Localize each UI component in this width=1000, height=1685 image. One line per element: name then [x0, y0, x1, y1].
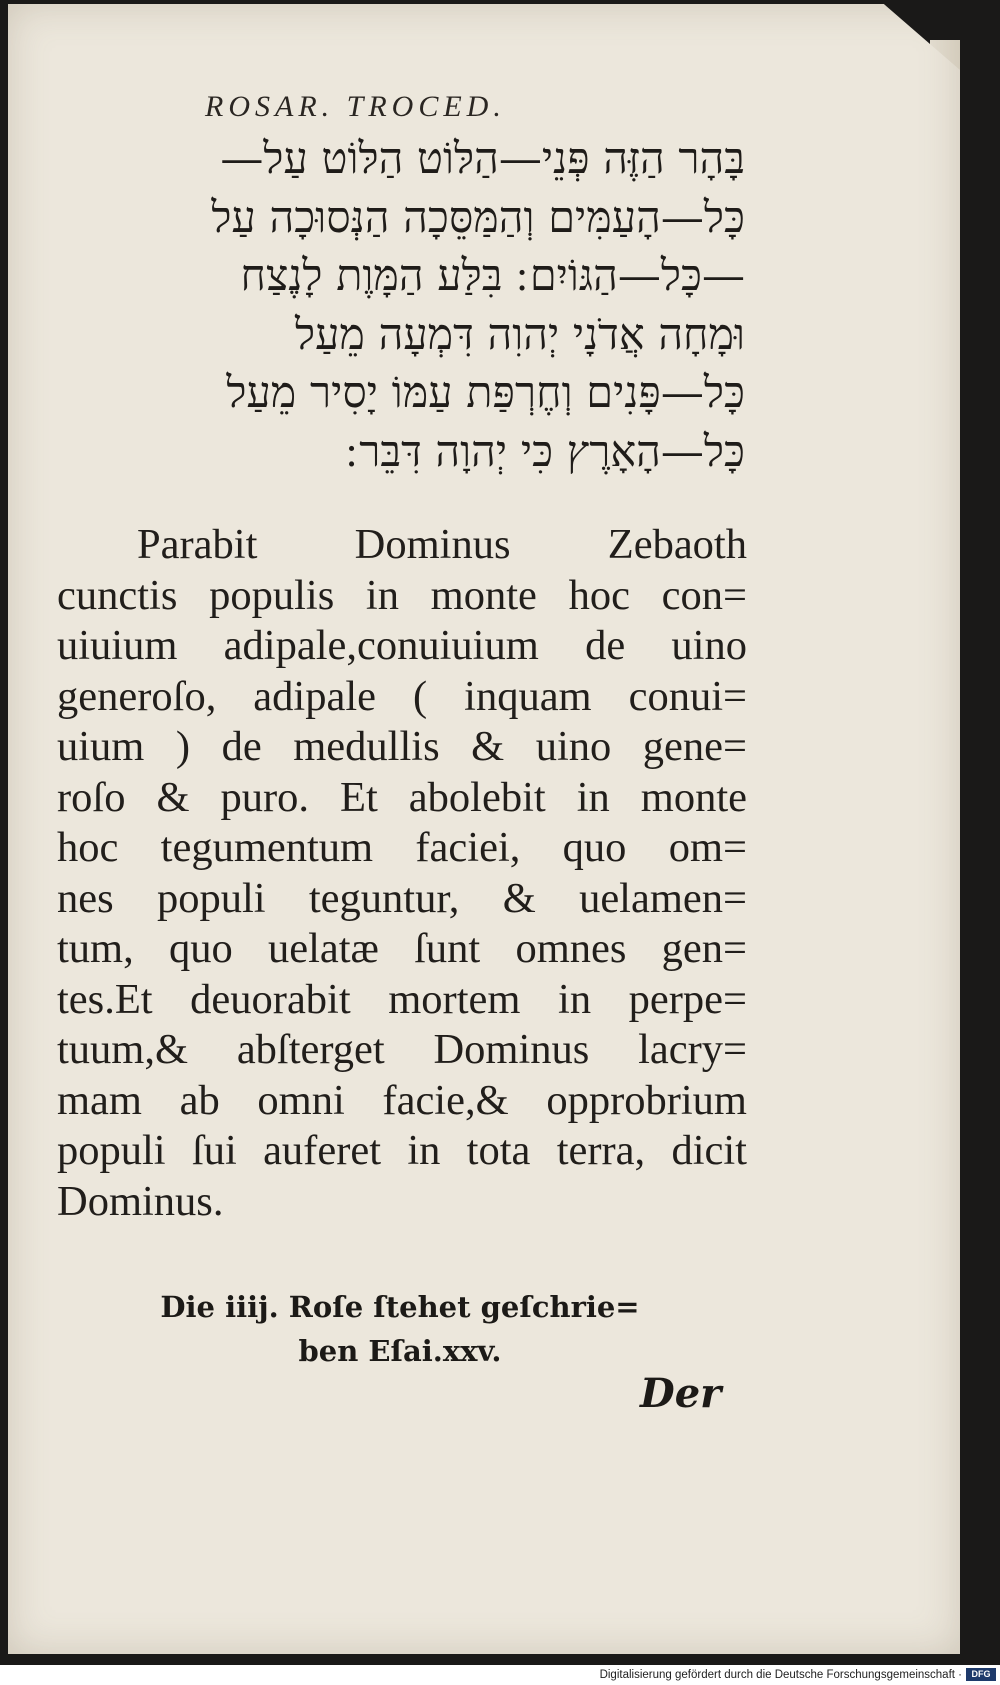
latin-line: populi ſui auferet in tota terra, dicit	[57, 1127, 747, 1174]
hebrew-line: כָּל—הָאָרֶץ כִּי יְהוָה דִּבֵּר ׃	[345, 426, 745, 477]
latin-line: uiuium adipale,conuiuium de uino	[57, 622, 747, 669]
latin-line: Parabit Dominus Zebaoth	[137, 521, 747, 568]
rubric-heading	[140, 1285, 660, 1373]
hebrew-text-block	[55, 130, 745, 481]
footer-bar	[0, 1665, 1000, 1685]
catchword: Der	[640, 1370, 722, 1417]
latin-line: hoc tegumentum faciei, quo om=	[57, 824, 747, 871]
latin-line: tum, quo uelatæ ſunt omnes gen=	[57, 925, 747, 972]
latin-line: tes.Et deuorabit mortem in perpe=	[57, 975, 747, 1023]
latin-line: generoſo, adipale ( inquam conui=	[57, 672, 747, 720]
dfg-logo-icon: DFG	[966, 1668, 996, 1681]
hebrew-line: בָּהָר הַזֶּה פְּנֵי—הַלּוֹט הַלּוֹט עַל—	[220, 134, 745, 184]
latin-line: nes populi teguntur, & uelamen=	[57, 874, 747, 922]
hebrew-line: כָּל—הָעַמִּים וְהַמַּסֵּכָה הַנְּסוּכָה עַל	[211, 192, 745, 243]
latin-line: tuum,& abſterget Dominus lacry=	[57, 1026, 747, 1073]
latin-line: cunctis populis in monte hoc con=	[57, 571, 747, 619]
latin-line: uium ) de medullis & uino gene=	[57, 723, 747, 770]
latin-text-block	[57, 520, 747, 1227]
funding-credit: Digitalisierung gefördert durch die Deutsche Forschungsgemeinschaft ·	[599, 1669, 962, 1681]
running-head: ROSAR. TROCED.	[205, 90, 506, 123]
hebrew-line: וּמָחָה אֲדֹנָי יְהוִה דִּמְעָה מֵעַל	[294, 309, 745, 360]
latin-line: mam ab omni facie,& opprobrium	[57, 1076, 747, 1124]
hebrew-line: כָּל—פָּנִים וְחֶרְפַּת עַמּוֹ יָסִיר מֵעַל	[226, 368, 745, 418]
hebrew-line: —כָּל—הַגּוֹיִם ׃ בִּלַּע הַמָּוֶת לָנֶצַח	[240, 251, 745, 301]
latin-line: roſo & puro. Et abolebit in monte	[57, 773, 747, 821]
latin-line: Dominus.	[57, 1177, 224, 1225]
rubric-line: Die iiij. Roſe ſtehet geſchrie=	[160, 1290, 640, 1324]
rubric-line: ben Eſai.xxv.	[298, 1334, 502, 1368]
